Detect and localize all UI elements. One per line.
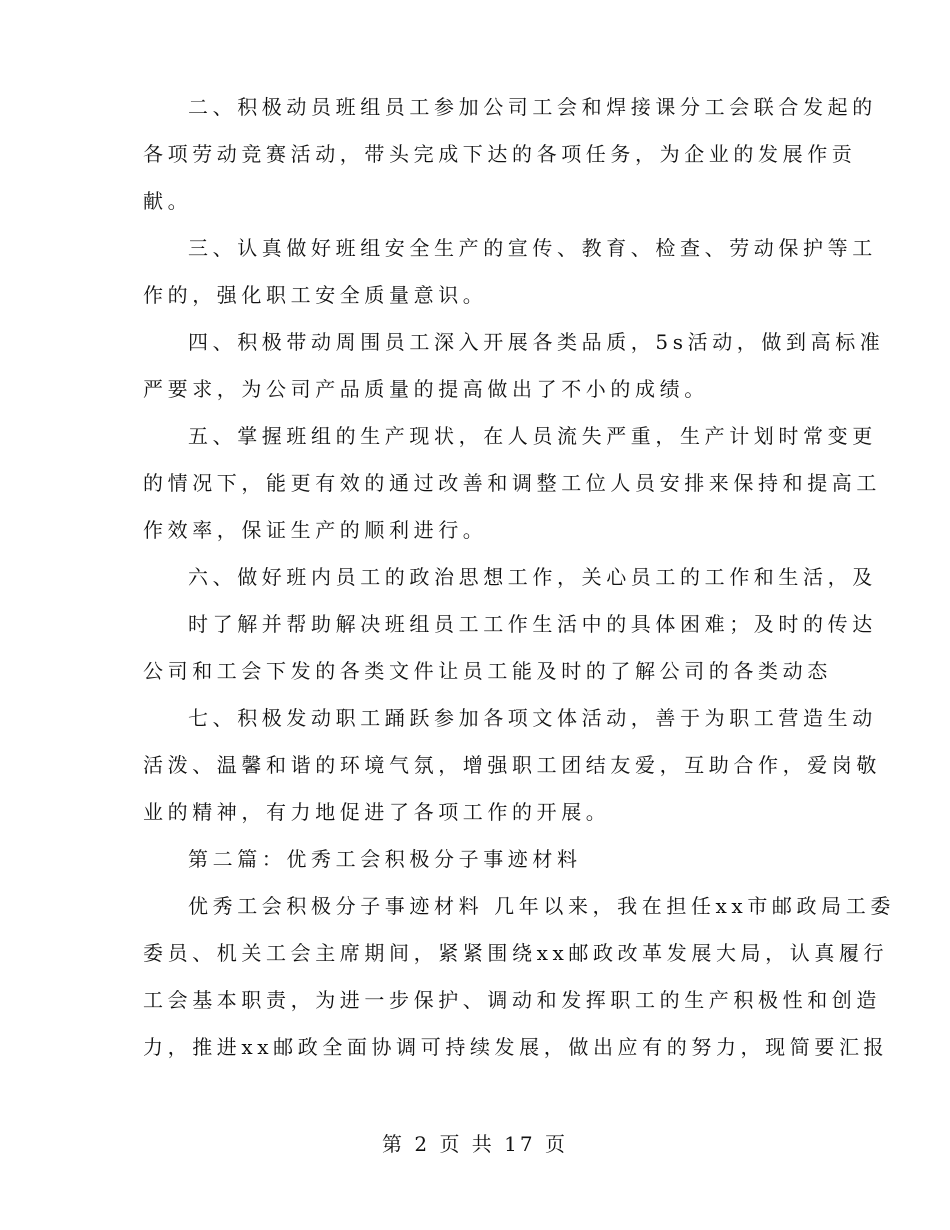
paragraph-line: 三、认真做好班组安全生产的宣传、教育、检查、劳动保护等工 — [188, 236, 877, 260]
paragraph-line: 作的，强化职工安全质量意识。 — [143, 283, 488, 307]
paragraph-line: 活泼、温馨和谐的环境气氛，增强职工团结友爱，互助合作，爱岗敬 — [143, 753, 881, 777]
paragraph-line: 作效率，保证生产的顺利进行。 — [143, 518, 488, 542]
paragraph-line: 公司和工会下发的各类文件让员工能及时的了解公司的各类动态 — [143, 659, 832, 683]
page-footer: 第 2 页 共 17 页 — [382, 1132, 568, 1156]
paragraph-line: 五、掌握班组的生产现状，在人员流失严重，生产计划时常变更 — [188, 424, 877, 448]
paragraph-line: 业的精神，有力地促进了各项工作的开展。 — [143, 800, 611, 824]
section-heading: 第二篇：优秀工会积极分子事迹材料 — [188, 847, 582, 871]
paragraph-line: 优秀工会积极分子事迹材料 几年以来，我在担任xx市邮政局工委 — [188, 894, 895, 918]
paragraph-line: 各项劳动竞赛活动，带头完成下达的各项任务，为企业的发展作贡 — [143, 142, 857, 166]
paragraph-line: 严要求，为公司产品质量的提高做出了不小的成绩。 — [143, 377, 709, 401]
paragraph-line: 四、积极带动周围员工深入开展各类品质，5s活动，做到高标准 — [188, 330, 885, 354]
paragraph-line: 时了解并帮助解决班组员工工作生活中的具体困难；及时的传达 — [188, 612, 877, 636]
paragraph-line: 委员、机关工会主席期间，紧紧围绕xx邮政改革发展大局，认真履行 — [143, 941, 889, 965]
paragraph-line: 二、积极动员班组员工参加公司工会和焊接课分工会联合发起的 — [188, 95, 877, 119]
paragraph-line: 力，推进xx邮政全面协调可持续发展，做出应有的努力，现简要汇报 — [143, 1035, 889, 1059]
paragraph-line: 的情况下，能更有效的通过改善和调整工位人员安排来保持和提高工 — [143, 471, 881, 495]
paragraph-line: 六、做好班内员工的政治思想工作，关心员工的工作和生活，及 — [188, 565, 877, 589]
paragraph-line: 工会基本职责，为进一步保护、调动和发挥职工的生产积极性和创造 — [143, 988, 881, 1012]
paragraph-line: 七、积极发动职工踊跃参加各项文体活动，善于为职工营造生动 — [188, 706, 877, 730]
paragraph-line: 献。 — [143, 189, 193, 213]
